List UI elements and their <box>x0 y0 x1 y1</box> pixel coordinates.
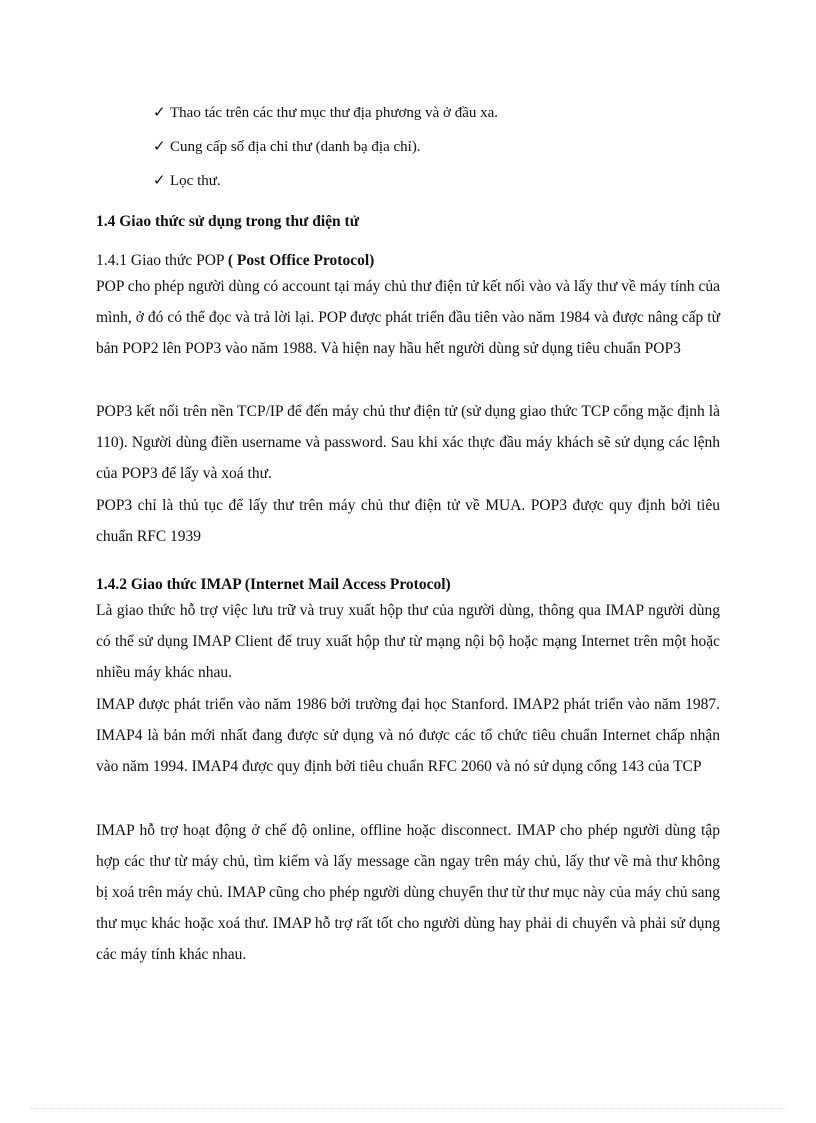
pop-paragraph: POP cho phép người dùng có account tại máy chủ thư điện tử kết nối vào và lấy thư về máy tính của mình, ở đó có thể đọc và trả lời lại. POP được phát triển đầu tiên vào năm 1984 và được nâng cấp từ bản POP2 lên POP3 vào năm 1988. Và hiện nay hầu hết người dùng sử dụng tiêu chuẩn POP3 <box>96 278 720 357</box>
imap-paragraph: IMAP hỗ trợ hoạt động ở chế độ online, offline hoặc disconnect. IMAP cho phép người dùng tập hợp các thư từ máy chủ, tìm kiếm và lấy message cần ngay trên máy chủ, lấy thư về mà thư không bị xoá trên máy chủ. IMAP cũng cho phép người dùng chuyển thư từ thư mục này của máy chủ sang thư mục khác hoặc xoá thư. IMAP hỗ trợ rất tốt cho người dùng hay phải di chuyển và phải sử dụng các máy tính khác nhau. <box>96 822 720 963</box>
imap-paragraph: IMAP được phát triển vào năm 1986 bởi trường đại học Stanford. IMAP2 phát triển vào năm 1987. IMAP4 là bản mới nhất đang được sử dụng và nó được các tổ chức tiêu chuẩn Internet chấp nhận vào năm 1994. IMAP4 được quy định bởi tiêu chuẩn RFC 2060 và nó sử dụng cổng 143 của TCP <box>96 696 720 775</box>
pop-paragraph: POP3 chỉ là thủ tục để lấy thư trên máy chủ thư điện tử về MUA. POP3 được quy định bởi tiêu chuẩn RFC 1939 <box>96 497 720 545</box>
feature-bullet-list <box>153 102 498 204</box>
bullet-text: Thao tác trên các thư mục thư địa phương và ở đầu xa. <box>170 105 499 121</box>
bullet-text: Lọc thư. <box>170 173 221 189</box>
imap-subsection-heading: 1.4.2 Giao thức IMAP (Internet Mail Access Protocol) <box>96 576 451 593</box>
bullet-item <box>153 102 498 136</box>
check-icon: ✓ <box>153 105 166 121</box>
pop-heading-number: 1.4.1 Giao thức POP <box>96 252 228 269</box>
bullet-item <box>153 170 498 204</box>
imap-paragraph: Là giao thức hỗ trợ việc lưu trữ và truy xuất hộp thư của người dùng, thông qua IMAP người dùng có thể sử dụng IMAP Client để truy xuất hộp thư từ mạng nội bộ hoặc mạng Internet trên một hoặc nhiều máy khác nhau. <box>96 602 720 681</box>
check-icon: ✓ <box>153 139 166 155</box>
bullet-item <box>153 136 498 170</box>
pop-paragraph: POP3 kết nối trên nền TCP/IP để đến máy chủ thư điện tử (sử dụng giao thức TCP cổng mặc định là 110). Người dùng điền username và password. Sau khi xác thực đầu máy khách sẽ sử dụng các lệnh của POP3 để lấy và xoá thư. <box>96 403 720 482</box>
bullet-text: Cung cấp số địa chỉ thư (danh bạ địa chỉ). <box>170 139 421 155</box>
footer-divider <box>30 1108 786 1109</box>
pop-heading-title: ( Post Office Protocol) <box>227 252 375 269</box>
check-icon: ✓ <box>153 173 166 189</box>
pop-subsection-heading <box>96 250 374 272</box>
section-heading: 1.4 Giao thức sử dụng trong thư điện tử <box>96 213 360 230</box>
